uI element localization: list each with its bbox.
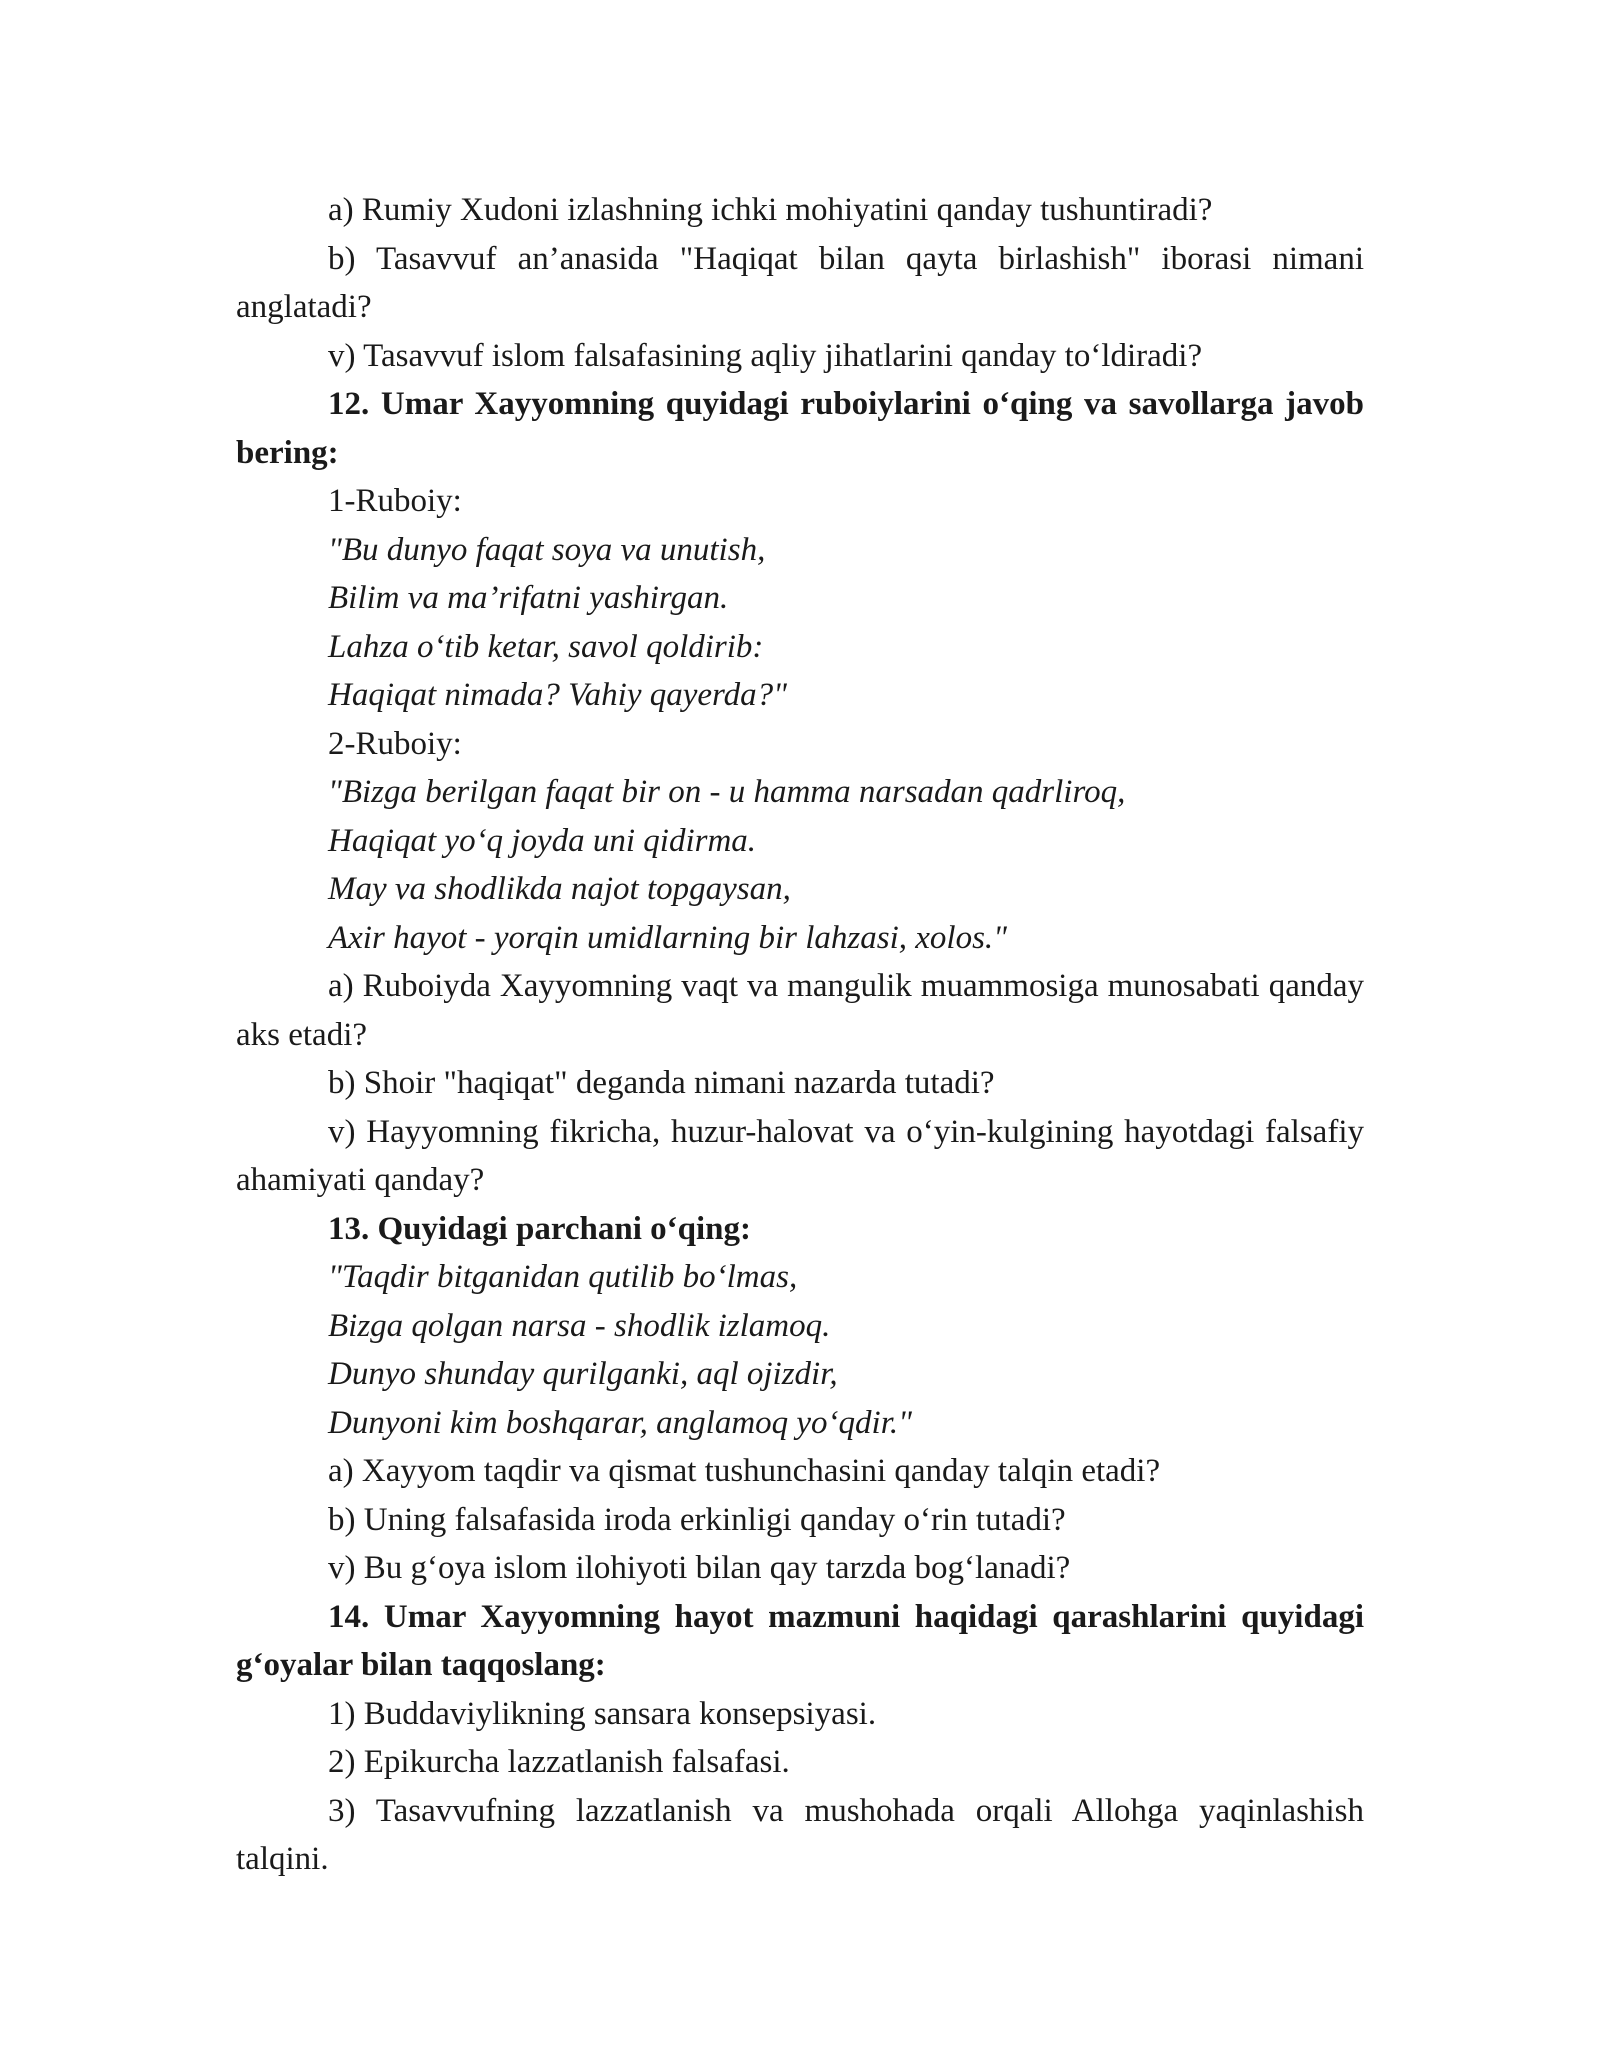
q13-verse-line: Dunyoni kim boshqarar, anglamoq yo‘qdir." (328, 1404, 913, 1441)
q12-heading: 12. Umar Xayyomning quyidagi ruboiylarini o‘qing va savollarga javob bering: (236, 386, 1364, 471)
q12-option-a: a) Ruboiyda Xayyomning vaqt va mangulik muammosiga munosabati qanday aks etadi? (236, 968, 1364, 1053)
document-page (236, 186, 1364, 1884)
q12-rubai2-line: May va shodlikda najot topgaysan, (328, 871, 791, 907)
q13-verse-line: "Taqdir bitganidan qutilib bo‘lmas, (328, 1259, 798, 1295)
q12-rubai2-line: Haqiqat yo‘q joyda uni qidirma. (328, 822, 757, 859)
q13-option-b: b) Uning falsafasida iroda erkinligi qanday o‘rin tutadi? (328, 1501, 1066, 1538)
q12-option-b: b) Shoir "haqiqat" deganda nimani nazarda tutadi? (328, 1065, 995, 1101)
q11-option-b: b) Tasavvuf an’anasida "Haqiqat bilan qayta birlashish" iborasi nimani anglatadi? (236, 240, 1364, 325)
q12-rubai2-line: Axir hayot - yorqin umidlarning bir lahzasi, xolos." (328, 919, 1008, 956)
q12-rubai1-line: Haqiqat nimada? Vahiy qayerda?" (328, 677, 788, 713)
q13-heading: 13. Quyidagi parchani o‘qing: (328, 1210, 751, 1247)
q14-item: 1) Buddaviylikning sansara konsepsiyasi. (328, 1695, 877, 1732)
q12-option-v: v) Hayyomning fikricha, huzur-halovat va o‘yin-kulgining hayotdagi falsafiy ahamiyati qanday? (236, 1113, 1364, 1198)
q12-rubai1-line: Lahza o‘tib ketar, savol qoldirib: (328, 628, 764, 665)
q12-rubai2-line: "Bizga berilgan faqat bir on - u hamma narsadan qadrliroq, (328, 774, 1126, 810)
q12-rubai2-label: 2-Ruboiy: (328, 725, 462, 762)
q12-rubai1-label: 1-Ruboiy: (328, 483, 462, 519)
q13-option-v: v) Bu g‘oya islom ilohiyoti bilan qay tarzda bog‘lanadi? (328, 1550, 1071, 1586)
q14-item: 2) Epikurcha lazzatlanish falsafasi. (328, 1744, 790, 1780)
q12-rubai1-line: Bilim va ma’rifatni yashirgan. (328, 580, 729, 616)
q11-option-a: a) Rumiy Xudoni izlashning ichki mohiyatini qanday tushuntiradi? (328, 192, 1213, 228)
q13-verse-line: Bizga qolgan narsa - shodlik izlamoq. (328, 1307, 831, 1344)
q14-item: 3) Tasavvufning lazzatlanish va mushohada orqali Allohga yaqinlashish talqini. (236, 1792, 1364, 1877)
q14-heading: 14. Umar Xayyomning hayot mazmuni haqidagi qarashlarini quyidagi g‘oyalar bilan taqqoslang: (236, 1598, 1364, 1683)
q13-option-a: a) Xayyom taqdir va qismat tushunchasini qanday talqin etadi? (328, 1453, 1161, 1489)
q13-verse-line: Dunyo shunday qurilganki, aql ojizdir, (328, 1356, 838, 1392)
q11-option-v: v) Tasavvuf islom falsafasining aqliy jihatlarini qanday to‘ldiradi? (328, 337, 1203, 374)
q12-rubai1-line: "Bu dunyo faqat soya va unutish, (328, 531, 766, 568)
